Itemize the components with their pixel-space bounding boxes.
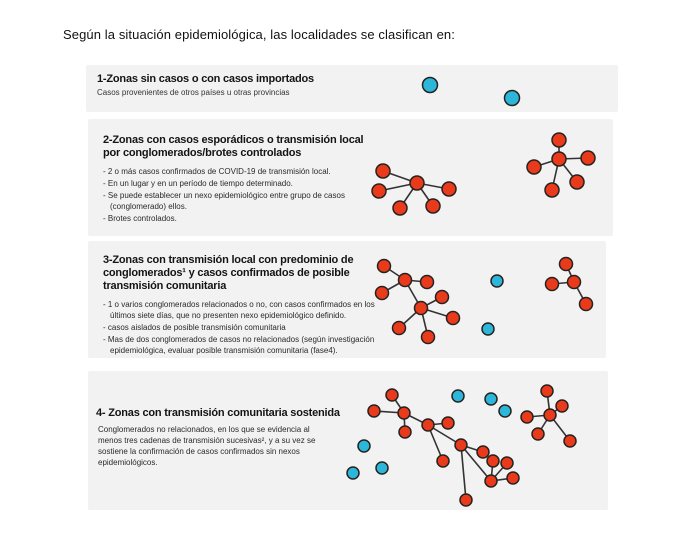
zone-1-title: 1-Zonas sin casos o con casos importados <box>97 73 314 85</box>
zone-1-subtitle: Casos provenientes de otros países u otras provincias <box>97 87 290 97</box>
zone-2-panel <box>88 119 613 236</box>
imported-case-node <box>347 467 359 479</box>
bullet-item: - Mas de dos conglomerados de casos no relacionados (según investigación epidemiológica, evaluar posible transmisión comunitaria (fase4). <box>103 335 375 356</box>
zone-4-description: Conglomerados no relacionados, en los que se evidencia al menos tres cadenas de transmisión sucesivas², y a su vez se sostiene la confirmación de casos confirmados sin nexos epidemiológicos. <box>98 424 316 468</box>
bullet-item: - 2 o más casos confirmados de COVID-19 de transmisión local. <box>103 166 331 176</box>
page-title: Según la situación epidemiológica, las localidades se clasifican en: <box>63 27 455 42</box>
zone-2-title: 2-Zonas con casos esporádicos o transmisión local por conglomerados/brotes controlados <box>103 134 364 159</box>
zone-3-bullets <box>103 299 387 356</box>
zone-2-text <box>88 119 613 224</box>
bullet-item: - casos aislados de posible transmisión comunitaria <box>103 322 286 332</box>
local-case-node <box>507 472 519 484</box>
zone-1-text <box>86 65 618 97</box>
local-case-node <box>460 494 472 506</box>
local-case-node <box>485 475 497 487</box>
zone-4-text <box>88 371 608 468</box>
bullet-item: - En un lugar y en un período de tiempo determinado. <box>103 178 293 188</box>
bullet-item: - Se puede establecer un nexo epidemiológico entre grupo de casos (conglomerado) ellos. <box>103 191 345 212</box>
bullet-item: - 1 o varios conglomerados relacionados o no, con casos confirmados en los últimos siete días, que no presenten nexo epidemiológico definido. <box>103 299 375 320</box>
zone-1-panel <box>86 65 618 112</box>
zone-3-panel <box>88 241 606 358</box>
zone-4-title: 4- Zonas con transmisión comunitaria sostenida <box>96 407 340 419</box>
zone-3-title: 3-Zonas con transmisión local con predominio de conglomerados¹ y casos confirmados de posible transmisión comunitaria <box>103 254 354 292</box>
zone-2-bullets <box>103 166 355 224</box>
bullet-item: - Brotes controlados. <box>103 214 177 224</box>
zone-3-text <box>88 241 606 356</box>
zone-4-panel <box>88 371 608 510</box>
